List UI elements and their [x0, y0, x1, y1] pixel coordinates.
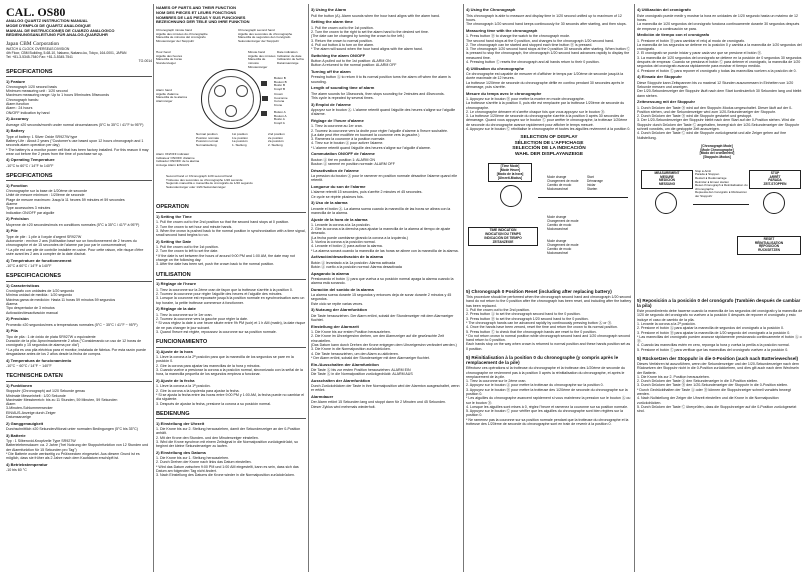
selection-title — [466, 135, 632, 157]
item-text: Average ±20 seconds/month under normal circumstances (5°C to 35°C / 41°F to 95°F) — [6, 122, 144, 127]
reset-sections — [466, 289, 632, 426]
item-heading: 2) Ajuste de la fecha — [156, 378, 195, 384]
item-text: L'alarme retentit 15 secondes, puis s'arrête 2 minutes et 45 secondes. Ce cycle se répète plusieurs fois. — [311, 190, 423, 199]
item-heading: Length of sounding time of alarm — [311, 85, 375, 91]
manual-title-line: MANUAL DE INSTRUCCIONES DE CUARZO ANALOGICO — [6, 27, 115, 33]
item-heading: 2) Precisión — [6, 316, 29, 322]
item-text: -10 bis 60 °C — [6, 468, 27, 473]
item-heading: 3) Batterie — [6, 432, 26, 438]
item-heading: Duración del sonido de la alarma — [311, 286, 374, 292]
item-text: Chronograph 1/20 second basis Minimum measuring unit : 1/20 second Maximum measuring range: Up to 1 hours 59minutes 59seconds Chronograph hands: Alarm function Alarm : 24 hours ON/OFF indication by hand — [6, 84, 110, 115]
item-heading: 4) Temperatura de funcionamiento — [6, 357, 72, 363]
item-heading: Turning off the alarm — [311, 69, 351, 75]
item-text: Cronógrafo con unidades de 1/20 segundo Mínima unidad de medida : 1/20 segundo Máxima gama de medición: Hasta 11 horas 59 minutos 59 segundos Alarma Tipo despertador de 3 minutos Activación/desactivación manual — [6, 289, 116, 315]
item-text: 1. Die Krone bis zur 1. Stellung herausziehen. 2. Durch Drehen der Krone nach links das Datum einstellen. * Wird das Datum zwischen 9:00 PM und 1:00 AM eingestellt, kann es sein, dass sich das Datum am folgenden Tag nicht ändert. 3. Nach Einstellung des Datums die Krone wieder in die Normalposition zurückdrücken. — [156, 456, 299, 478]
item-text: Durchschnittlich ±20 Sekunden/Monat unter normalen Bedingungen (5°C bis 35°C) — [6, 426, 138, 431]
item-heading: Activación/desactivación de la alarma — [311, 254, 384, 260]
item-text: Die Taste Ⓐ bis zur ersten Position herausziehen: ALARM EIN Die Taste Ⓐ in die Normalposition zurückgedrückt: ALARM AUS — [311, 367, 413, 377]
item-heading: Commutation ON/OFF de l'alarme — [311, 151, 375, 157]
item-heading: 3) Pile — [6, 228, 18, 234]
item-text: 1. Die Krone bis zur ersten Position herausziehen. 2. Die Krone im Uhrzeigersinn drehen, um den Alarmzeiger auf die gewünschte Zeit einzustellen. (Das Datum kann durch Drehen der Krone entgegen dem Uhrzeigersinn verändert werden.) 3. Die Krone in die Normalposition zurückdrücken. 4. Die Taste herausziehen, um den Alarm zu aktivieren. * Der Alarm ertönt, sobald der Stundenzeiger mit dem Alarmzeiger fluchtet. — [311, 330, 457, 360]
item-heading: 2) Réglage de la date — [156, 306, 196, 312]
crown-shape — [262, 96, 268, 101]
item-heading: 4) Operating Temperature — [6, 157, 55, 163]
item-text: 1. Die Krone bis zur 2. Stellung herausziehen, damit der Sekundenzeiger an der 0-Position anhält. 2. Mit der Krone den Stunden- und den Minutenzeiger einstellen. 3. Wird die Krone synchron mit einem Zeitsignal in die Normalposition zurückgedrückt, so beginnt der kleine Sekundenzeiger zu laufen. — [156, 426, 301, 449]
item-text: 1. Tirez la couronne sur le 1er cran. 2. Tournez la couronne vers la gauche pour régler la date. * Si vous réglez la date à une heure située entre 9h PM (soir) et 1 h AM (matin), la date risque de ne pas changer le jour suivant. 3. Quand l'heure est réglée, repoussez la couronne sur sa position normale. — [156, 312, 306, 334]
item-heading: Ausschalten der Alarmfunktion — [311, 377, 371, 383]
item-text: Este procedimiento debe hacerse cuando la manecilla de los segundos del cronógrafo y la manecilla de 1/20 de segundo del cronógrafo no vuelven a la posición 0 después de reponer el cronógrafo y esto incluye el caso de cambio de la pila. 1. Levante la corona a la 2ª posición. 2. Presione el botón Ⓐ para ajustar la manecilla de segundos del cronógrafo a la posición 0. 3. Presione el botón Ⓑ para ajustar la manecilla de 1/20 segundo del cronógrafo a la posición 0. * Las manecillas del cronógrafo pueden avanzar rápidamente presionando continuamente el botón Ⓐ o Ⓑ. 4. Cuando las manecillas estén en cero, reponga la hora y vuelva la perilla a la posición normal. 5. Presione el botón Ⓒ para verificar que las manecillas del cronógrafo vuelven a la posición 0. — [637, 309, 803, 352]
manual-title-line: MODE D'EMPLOI DE QUARTZ ANALOGIQUE — [6, 22, 91, 28]
item-heading: 1) Feature — [6, 78, 26, 84]
label-button-a: Button A Bouton A Botón A Knopf A — [274, 110, 287, 125]
chrono-flow-labels — [695, 170, 749, 199]
section-heading: OPERATION — [156, 204, 306, 212]
item-heading: 3) Nutzung der Alarmfunktion — [311, 307, 368, 313]
watch-diagram — [156, 29, 306, 199]
item-heading: Measuring time with the chronograph — [466, 27, 538, 33]
chronograph-sections-es-de — [637, 8, 803, 139]
item-text: Pressing button Ⓐ to return it to its normal position turns the alarm off when the alarm is sounding. — [311, 75, 451, 84]
item-heading: Zeitmessung mit der Stoppuhr — [637, 99, 696, 105]
maker-tel: Tel: +81-3-5345-7540 Fax: +81-3-5345-7541 — [6, 55, 73, 60]
item-heading: 5) Réinitialisation à la position 0 du chronographe (y compris après le remplacement de la pile) — [466, 355, 619, 366]
section-heading: BEDIENUNG — [156, 411, 306, 419]
measurement-watch-icon — [655, 192, 677, 214]
item-text: 1. Levante la corona a la 1a posición. 2. Gire la corona a la derecha para ajustar la manecilla de la alarma al tiempo de ajuste deseado. (La fecha puede cambiarse girando la corona a la izquierda.) 3. Vuelva la corona a la posición normal. 4. Levante el botón Ⓐ para activar la alarma. * La alarma sonará cuando la manecilla de las horas se alinee con la manecilla de la alarma. — [311, 222, 459, 253]
item-text: Tipo de pila : 1 de óxido de plata SR927W o equivalente Duración de la pila: Aproximadamente 2 años ("Considerando un uso de 12 horas de cronógrafo y 15 segundos de alarma por día") * La pila es una pila eléctrica para el monitor, instalada de fábrica. Por esta razón puede desgastarse antes de los 2 años desde la fecha de compra. — [6, 334, 147, 356]
names-title-line: NOM DES PIECES ET LEURS FONCTIONS — [156, 9, 237, 15]
label-hour-hand: Hour hand Aiguille des heures Manecilla de horas Stundenzeiger — [156, 50, 183, 65]
mode-change-label: Mode change Changement de mode Cambio de modo Moduswechsel — [547, 175, 579, 191]
section-heading: ESPECIFICACIONES — [6, 273, 152, 281]
label-crown: Crown Couronne Corona Krone — [274, 92, 288, 107]
item-text: 1. Pull the crown out to the 1st position. 2. Turn the crown to the right to set the alarm hand to the desired set time. (The date can be changed by turning the crown to the left.) 3. Return the crown to normal position. 4. Pull out button A to turn on the alarm. * The alarm will sound when the hour hand aligns with the alarm hand. — [311, 25, 429, 52]
item-heading: Ajuste de la hora de la alarma — [311, 216, 368, 222]
selection-title-line: SELECTION OF DISPLAY — [520, 135, 578, 141]
item-text: Button A pulled out to the 1st position: ALARM ON Button A returned to the normal position: ALARM OFF — [311, 59, 397, 68]
manual-title-line: ANALOG QUARTZ INSTRUCTION MANUAL — [6, 18, 88, 23]
item-text: Type of battery: 1 Silver Oxide SR927W type Battery Life : About 2 years ("Customer's use based upon 12 hours chronograph and 1 seconds alarm operation per day) * The battery is a monitor power cell that has been factory installed. For this reason it may wear out before the 2 years from the time of purchase we up. — [6, 134, 149, 156]
selection-title-line: SÉLECTION DE L'AFFICHAGE — [514, 140, 584, 146]
display-selection-diagram — [466, 135, 632, 285]
button-a-shape — [261, 111, 267, 116]
chrono-mode-label: [Chronograph Mode] [Mode Chronographe] [Modo del cronómetro] [Stoppuhr-Modus] — [699, 143, 735, 160]
time-indication-box: TIME INDICATION INDICATION DU TEMPS INDICACIÓN DE TIEMPO ZEITANZEIGE — [468, 227, 538, 246]
item-heading: 3) Battery — [6, 128, 25, 134]
item-text: La pression du bouton Ⓐ pour le ramener en position normale désactive l'alarme quand elle retentit. — [311, 174, 458, 183]
mode-change-label-2: Mode change Changement de mode Cambio de modo Moduswechsel — [547, 215, 579, 231]
label-second-hand: Second hand or Chronograph 1/20 second hand Trotteuse des secondes ou chronographe 1/20 seconde Segundo manecilla o manecilla de cronógrafo de 1/20 segundo Sekundenzeiger oder 1/20-Sekundenzeiger — [166, 174, 253, 189]
label-normal-position: Normal position Position normale Posición normal Normalstellung — [196, 132, 220, 147]
item-text: Die Taste herausziehen. Der Alarm ertönt, sobald der Stundenzeiger mit dem Alarmzeiger fluchtet. — [311, 313, 454, 323]
time-mode-watch-icon — [500, 185, 522, 207]
item-heading: 2) Précision — [6, 216, 29, 222]
maker-division: WATCH & CLOCK OVERSEAS DIVISION — [6, 47, 70, 52]
item-heading: Ein-/Ausschalten der Alarmfunktion — [311, 361, 379, 367]
item-heading: 1) Setting the Time — [156, 213, 192, 219]
spec-sections — [6, 69, 152, 473]
label-date: Date indication Indication de date Indicación de fecha Datumsanzeige — [277, 50, 304, 65]
label-alarm-indicator: Alarm ON/OFF indicator Indicateur ON/OFF d'alarme Indicador ON/OFF de la alarma Anzeige Alarm EIN/AUS — [156, 152, 200, 167]
model-title: CAL. OS80 — [6, 6, 66, 19]
manual-title-line: BEDIENUNGSANLEITUNG FÜR ANALOG-QUARZUHR — [6, 32, 108, 38]
item-text: 1. Tirez la couronne sur la 2ème cran de façon que la trotteuse s'arrête à la position 0. 2. Tournez la couronne pour régler l'aiguille des heures et l'aiguille des minutes. 3. Lorsque la couronne est repoussée jusqu'à la position normale en synchronisation avec un top horaire, la petite trotteuse commence à fonctionner. — [156, 287, 305, 305]
item-text: Diese Stoppuhr kann Zeitspannen bis zu maximal 12 Stunden auszumessen in Einheiten von 1/20 Sekunde messen und anzeigen. Der 1/20-Sekundenzeiger der Stoppuhr läuft nach dem Start kontinuierlich 30 Sekunden lang und bleibt dann stehen. — [637, 80, 802, 98]
section-heading: TECHNISCHE DATEN — [6, 373, 152, 381]
section-heading: UTILISATION — [156, 272, 306, 280]
item-text: 1. Appuyez sur le bouton Ⓑ pour mettre la montre en mode chronographe. La trotteuse s'arrête à la position 0, puis elle est remplacée par la trotteuse 1/20ème de seconde du chronographe. 2. Le chronographe démarre et s'arrête chaque fois que vous appuyez sur le bouton Ⓑ. 3. La trotteuse 1/20ème de seconde du chronographe s'arrête à la position 0 après 30 secondes de démarrage. Quand vous appuyez sur le bouton Ⓒ pour arrêter le chronographe, la trotteuse 1/20ème de seconde du chronographe avance rapidement pour afficher le temps mesuré. 4. Appuyez sur le bouton Ⓒ réinitialise le chronographe et toutes les aiguilles reviennent à la position 0. — [466, 96, 631, 131]
document-code: TO-0014 — [138, 59, 152, 64]
chronograph-sections — [466, 8, 632, 131]
chrono-flow-label: Repuesta del cronógrafo ● Rücksetzen der Stoppuhr — [695, 190, 748, 199]
column-divider — [153, 4, 154, 572]
item-heading: Einstellung der Alarmzeit — [311, 323, 359, 329]
item-text: 1. Presione el botón Ⓑ para cambiar el reloj al modo de cronógrafo. La manecilla de los segundos se detiene en la posición 0 y cambia a la manecilla de 1/20 segundos del cronógrafo. 2. El cronógrafo se puede iniciar y parar cada vez que se presione el botón Ⓑ. 3. La manecilla de 1/20 segundos del cronógrafo se detiene en la posición de 0 segundos 30 segundos después de empezar. Cuando se presiona el botón Ⓒ para detener el cronógrafo, la manecilla de 1/20 segundos del cronógrafo avanza rápidamente para mostrar el tiempo medido. 4. Presione el botón Ⓒ para reponer el cronógrafo y todas las manecillas vuelven a la posición de 0. — [637, 38, 802, 73]
column-divider — [634, 4, 635, 572]
item-heading: 3) Using the Alarm — [311, 7, 347, 13]
section-heading: SPECIFICATIONS — [6, 173, 152, 181]
item-text: Botón Ⓐ levantado a la 1a posición: Alarma activada Botón Ⓐ vuelto a la posición normal: Alarma desactivada — [311, 260, 402, 269]
item-text: This chronograph is able to measure and display time in 1/20 second unified up to maximum of 12 hours. The chronograph 1/20 second hand keeps continuously for 30 seconds after starting, and then stops. — [466, 13, 627, 27]
item-heading: Alarmdauer — [311, 394, 334, 400]
item-heading: 3) Emploi de l'alarme — [311, 101, 351, 107]
item-text: This procedure should be performed when the chronograph second hand and chronograph 1/20 second hand do not return to the 0 position after the chronograph has been reset, and including after the battery has been replaced. 1. Pull the crown out to the 2nd position. 2. Press button Ⓐ to set the chronograph second hand to the 0 position. 3. Press button Ⓑ to set the chronograph 1/20 second hand to the 0 position. * The chronograph hands can be advanced rapidly by continuously pressing button Ⓐ or Ⓑ. 4. Once the hands have been zeroed, reset the time and return the crown to its normal position. 5. Press button Ⓒ to check that the chronograph hands are reset to the 0 position. * Do not return crown to normal position while chronograph second hand and 1/20 chronograph second hand return to 0 position. Each hands stop on the way when crown is returned to normal position and these hands position set as 0 position. — [466, 295, 632, 351]
item-text: -10°C to 60°C / 14°F to 140°F — [6, 163, 54, 168]
stop-box: STOP ARRÊT PARADA ZEIT-STOPPEN — [749, 170, 801, 189]
column-specifications — [6, 6, 152, 572]
item-text: Pull the button (A). Alarm sounds when the hour hand aligns with the alarm hand. — [311, 13, 441, 18]
item-heading: 4) Betriebstemperatur — [6, 461, 48, 467]
names-title-line: NOMBRES DE LAS PIEZAS Y SUS FUNCIONES — [156, 14, 246, 20]
item-text: Moyenne de ±20 secondes/mois en conditions normales (5°C à 35°C / 41°F à 95°F) — [6, 222, 140, 227]
item-text: 1. Pull the crown out to the 1st position. 2. Turn the crown to left to set the date. * If the date is set between the hours of around 9:00 PM and 1:00 AM, the date may not change on the following day. 3. After the date has been set, push the crown back to the normal position. — [156, 245, 295, 267]
item-text: Stoppuhr (Chronograph) auf 1/20 Sekunde genau Minimale Messeinheit : 1/20 Sekunde Maximaler Messbereich: bis zu 11 Stunden, 59 Minuten, 59 Sekunden Alarm 3-Minuten-Schlummerwecker EIN/AUS-Anzeige durch Zeiger Datumsanzeige — [6, 389, 118, 419]
item-heading: Apagando la alarma — [311, 270, 350, 276]
item-heading: 5) Reposición a la posición 0 del cronógrafo (También después de cambiar la pila) — [637, 297, 801, 309]
item-heading: Longueur du son de l'alarme — [311, 184, 366, 189]
section-heading: FUNCIONAMIENTO — [156, 339, 306, 347]
item-heading: 4) Utilización del cronógrafo — [637, 7, 691, 13]
label-chrono-minute: Chronograph minute hand Aiguille des minutes du chronographe Manecilla de minutos del cronógrafo Minutenzeiger der Stoppuhr — [156, 28, 208, 43]
button-b-shape — [261, 81, 267, 86]
item-text: Este cronógrafo puede medir y mostrar la hora en unidades de 1/20 segundo hasta un máximo de 12 horas. La manecilla de 1/20 segundos del cronógrafo funciona continuamente durante 30 segundos después de empezar y a continuación se para. — [637, 13, 800, 31]
label-minute-hand: Minute hand Aiguille des minutes Manecilla de minutos Minutenzeiger — [248, 50, 276, 69]
item-heading: Setting the alarm time — [311, 19, 353, 25]
item-heading: 4) Using the Chronograph — [466, 7, 516, 13]
item-heading: 2) Setting the Date — [156, 238, 192, 244]
item-heading: Mesure du temps avec le chronographe — [466, 90, 542, 96]
stop-watch-icon — [763, 192, 785, 214]
chrono-flow-label: Restart ● Redémarrage — [695, 176, 727, 181]
label-button-b: Button B Bouton B Botón B Knopf B — [274, 76, 287, 91]
names-title-line: NAMES OF PARTS AND THEIR FUNCTION — [156, 6, 236, 10]
item-heading: 2) Ganggenauigkeit — [6, 420, 44, 426]
reset-box: RESET RÉINITIALISATION REPOSICIÓN RÜCKSETZEN — [737, 236, 801, 255]
item-text: -10°C ~ 60°C / 14°F ~ 140°F — [6, 363, 52, 368]
item-text: Durch Zurückdrücken der Taste in ihre Normalposition wird der Alarmton ausgeschaltet, wenn er ertönt. — [311, 384, 460, 393]
item-text: Type de pile : 1 pile à l'oxyde d'argent SR927W Autonomie : environ 2 ans (l'utilisation basé sur un fonctionnement de 2 heures du chronographe et de 15 secondes de l'alarme par jour par le consommateur) * La pile est une pile de contrôle installée en usine. Pour cette raison, elle risque d'être usée avant les 2 ans à compter de la date d'achat. — [6, 234, 144, 256]
item-heading: Medición de tiempo con el cronógrafo — [637, 32, 710, 38]
selection-title-line: WAHL DER DISPLAYANZEIGE — [514, 151, 584, 157]
column-divider — [308, 4, 309, 572]
maker-name: Japan CBM Corporation — [6, 41, 60, 48]
label-alarm-hand: Alarm hand Aiguille d'alarme Manecilla de la alarma Alarmzeiger — [156, 88, 187, 103]
item-text: Presionando el botón Ⓐ para que vuelva a su posición normal apaga la alarma cuando la alarma está sonando. — [311, 276, 454, 286]
item-heading: 1) Réglage de l'heure — [156, 281, 197, 287]
item-text: The alarm sounds for 15seconds, then stops sounding for 2minutes and 45seconds. This cycle is repeated by several times. — [311, 91, 445, 100]
item-heading: 3) Pila — [6, 328, 18, 334]
names-title-line: BEZEICHNUNG DER TEILE UND IHRE FUNKTION — [156, 19, 250, 25]
item-heading: 3) Uso de la alarma — [311, 200, 348, 206]
chrono-flow-label: Reset chronograph ● Réinitialisation du chronographe — [695, 183, 748, 191]
mode-change-label-3: Mode change Changement de mode Cambio de modo Moduswechsel — [547, 239, 579, 255]
selection-title-line: SELECCIÓN DE LA INDICACIÓN — [512, 146, 586, 152]
flow-arrow — [538, 197, 628, 198]
alarm-sections — [311, 8, 461, 409]
measurement-box: MEASUREMENT MESURE MEDICIÓN MESSUNG — [641, 170, 693, 189]
item-text: 1. Tirez la couronne au 1er cran. 2. Tournez la couronne vers la droite pour régler l'aiguille d'alarme à l'heure souhaitée. (La date peut être modifiée en tournant la couronne vers la gauche.) 3. Ramenez la couronne à la position normale. 4. Tirez sur le bouton Ⓐ pour activer l'alarme. * L'alarme retentit quand l'aiguille des heures s'aligne sur l'aiguille d'alarme. — [311, 124, 449, 150]
reset-sections-es-de — [637, 298, 803, 414]
item-text: Der Alarm ertönt 15 Sekunden lang und stoppt dann für 2 Minuten und 45 Sekunden. Dieser Zyklus wird mehrmals wiederholt. — [311, 400, 447, 409]
label-2nd-position: 2nd position 2e position 2a posición 2. Stellung — [268, 132, 285, 147]
names-titles — [156, 6, 306, 25]
operation-sections — [156, 204, 306, 477]
item-text: Effectuez ces opérations si la trotteuse du chronographe et la trotteuse des 1/20ème de seconde du chronographe ne reviennent pas à la position 0 après la réinitialisation du chronographe, et après le remplacement de la pile. 1. Tirez la couronne sur le 2ème cran. 2. Appuyez sur le bouton Ⓐ pour mettre la trotteuse du chronographe sur la position 0. 3. Appuyez sur le bouton Ⓑ pour mettre la trotteuse des 1/20ème de seconde du chronographe sur la position 0. * Les aiguilles du chronographe avancent rapidement si vous maintenez la pression sur le bouton Ⓐ ou sur le bouton Ⓑ. 4. Lorsque les aiguilles sont mises à 0, réglez l'heure et ramenez la couronne sur sa position normale. 5. Appuyez sur le bouton Ⓒ pour vérifier que les aiguilles du chronographe sont bien réglées sur la position 0. * Ne ramenez pas la couronne sur sa position normale pendant que la trotteuse du chronographe et la trotteuse des 1/20ème de seconde du chronographe sont en train de revenir à la position 0. — [466, 366, 631, 427]
item-heading: 2) Accuracy — [6, 116, 29, 122]
column-chronograph — [466, 6, 632, 572]
manual-titles — [6, 19, 152, 38]
item-text: Ce chronographe est capable de mesurer et d'afficher le temps par 1/20ème de seconde jusqu'à la durée maximale de 12 heures. La trotteuse 1/20ème de seconde du chronographe défile en continu pendant 30 secondes après le démarrage, puis s'arrête. — [466, 72, 625, 89]
chrono-flow-label: Reiniciar ● Erneut starten — [695, 179, 729, 184]
column-names-operation — [156, 6, 306, 572]
start-label: Start Démarrage Iniciar Starten — [587, 175, 603, 191]
maker-address: 4th Floor, CBM Building, 5-68-10, Nakano, Nakano-ku, Tokyo, 164-0001, JAPAN — [6, 51, 127, 56]
column-alarm — [311, 6, 461, 572]
item-heading: 1) Características — [6, 282, 40, 288]
label-1st-position: 1st position 1re position 1a posición 1. Stellung — [232, 132, 248, 147]
item-text: Promedio ±20 segundos/mes a temperaturas normales (5°C ~ 35°C / 41°F ~ 95°F) — [6, 322, 138, 327]
item-heading: Switching the alarm ON/OFF — [311, 52, 366, 58]
item-heading: 1) Fonction — [6, 182, 28, 188]
item-text: -10°C à 60°C / 14°F à 140°F — [6, 263, 52, 268]
time-mode-box: [Time Mode] [Mode Heure] [Modo de la hora] [Uhrzeit-Modus] — [488, 163, 532, 182]
item-heading: 5) Rücksetzen der Stoppuhr in die 0-Position (auch nach Batteriewechsel) — [637, 356, 799, 362]
item-heading: 4) Utilisation du chronographe — [466, 65, 525, 71]
item-heading: 1) Ajuste de la hora — [156, 348, 193, 354]
item-heading: 1) Funktionen — [6, 382, 33, 388]
item-text: Dieses Verfahren ist auszuführen, wenn der Sekundenzeiger und der 1/20-Sekundenzeiger nach dem Rücksetzen der Stoppuhr nicht in die 0-Position zurückkehren, und dies gilt auch nach dem Wechseln der Batterie. 1. Die Krone bis zur 2. Position herausziehen. 2. Durch Drücken der Taste Ⓐ den Sekundenzeiger in die 0-Position stellen. 3. Durch Drücken der Taste Ⓑ den 1/20-Sekundenzeiger der Stoppuhr in die 0-Position stellen. * Durch Gedrückthalten der Taste Ⓐ oder Ⓑ können die Stoppuhrzeiger schnell vorwärts bewegt werden. 4. Nach Nullstellung der Zeiger die Uhrzeit einstellen und die Krone in die Normalposition zurückdrücken. 5. Durch Drücken der Taste Ⓒ überprüfen, dass die Stoppuhrzeiger auf die 0-Position zurückgesetzt sind. — [637, 361, 799, 414]
item-text: Appuyez sur le bouton Ⓐ. L'alarme retentit quand l'aiguille des heures s'aligne sur l'aiguille d'alarme. — [311, 107, 456, 117]
flow-arrow — [693, 204, 749, 205]
item-text: 1. Lleve la corona a la 1ª posición. 2. Gire la corona a la izquierda para ajustar la fecha. * Si se ajusta la fecha entre las horas entre 9:00 PM y 1:00 AM, la fecha puede no cambiar el día siguiente. 3. Después de ajustar la fecha, presione la corona a su posición normal. — [156, 384, 305, 406]
item-text: Levante el botón Ⓐ. La alarma suena cuando la manecilla de las horas se alinea con la manecilla de la alarma. — [311, 206, 451, 215]
item-heading: 5) Chronograph 0 Position Reset (including after replacing battery) — [466, 289, 612, 295]
item-text: La alarma suena durante 15 segundos y entonces deja de sonar durante 2 minutos y 45 segundos. Este ciclo se repite varias veces. — [311, 293, 452, 306]
section-heading: SPECIFICATIONS — [6, 69, 152, 77]
item-text: 1. Durch Drücken der Taste Ⓑ wird auf den Stoppuhr-Modus umgeschaltet. Dieser läuft auf der 0-Position stehen, und der Sekundenzeiger wird zum 1/20-Sekundenzeiger der Stoppuhr. 2. Durch Drücken der Taste Ⓑ wird die Stoppuhr gestartet und gestoppt. 3. Der 1/20-Sekundenzeiger der Stoppuhr bleibt nach dem Start auf der 0-Position stehen. Wird die Stoppuhr durch Drücken der Taste Ⓒ angehalten, bewegt sich der 1/20-Sekundenzeiger der Stoppuhr schnell vorwärts, um die gestoppte Zeit anzuzeigen. 4. Durch Drücken der Taste Ⓒ wird die Stoppuhr zurückgesetzt und alle Zeiger gehen auf ihre Nullstellung. — [637, 105, 800, 140]
label-chrono-second: Chronograph second hand Aiguille des secondes du chronographe Manecilla de segundos del cronógrafo Sekundenzeiger der Stoppuhr — [238, 28, 293, 43]
item-text: Chronographe sur la base de 1/20ème de seconde Unité de mesure minimum : 1/20ème de seconde Plage de mesure maximum: Jusqu'à 11 heures 59 minutes et 59 secondes Alarme Type accessoires 3 minutes Indication ON/OFF par aiguille — [6, 189, 125, 215]
chrono-flow-label: Parada ● Stoppen — [695, 172, 720, 177]
chrono-flow-label: Stop ● Arrêt — [695, 168, 711, 173]
item-text: Typ : 1 Silberoxid-Knopfzelle Type SR927W Batterielebensdauer: ca. 2 Jahre ("bei Nutzung der Stoppuhrfunktion von 12 Stunden und der Alarmfunktion für 15 Sekunden pro Tag") * Die Batterie wurde werkseitig zu Prüfzwecken eingesetzt. Aus diesem Grund ist es möglich, dass sie früher als 2 Jahre nach dem Kaufdatum erschöpft ist. — [6, 438, 149, 461]
item-text: Bouton Ⓐ tiré en position 1: ALARM ON Bouton Ⓐ ramené en position normale: ALARM OFF — [311, 157, 395, 167]
item-text: 1. Press button Ⓑ to change the watch to the chronograph mode. The second hand stops at the 0 position, and changes to the chronograph 1/20 second hand. 2. The chronograph can be started and stopped each time button Ⓑ is pressed. 3. The chronograph 1/20 second hand stops at the 0 position 30 seconds after starting. When button Ⓒ is pressed to stop the chronograph, the chronograph 1/20 second hand advances rapidly to display the measured time. 4. Pressing button Ⓒ resets the chronograph and all hands return to their 0 position. — [466, 34, 631, 65]
column-divider — [463, 4, 464, 572]
column-chronograph-es-de — [637, 6, 803, 572]
item-text: 1. Pull the crown out to the 2nd position so that the second hand stops at 0 position. 2. Turn the crown to set hour and minute hands. 3. When the crown is pushed back to the normal position in synchronization with a time signal, small second hand begins to run. — [156, 220, 306, 238]
item-heading: 4) Température de fonctionnement — [6, 257, 72, 263]
item-heading: 4) Einsatz der Stoppuhr — [637, 74, 682, 80]
item-heading: Réglage de l'heure d'alarme — [311, 117, 364, 123]
item-heading: 1) Einstellung der Uhrzeit — [156, 420, 205, 426]
item-heading: 2) Einstellung des Datums — [156, 449, 207, 455]
item-heading: Désactivation de l'alarme — [311, 167, 359, 173]
chronograph-mode-diagram — [637, 144, 803, 294]
item-text: 1. Lleve la corona a la 2ª posición para que la manecilla de los segundos se pare en la posición 0. 2. Gire la corona para ajustar las manecillas de la hora y minutos. 3. Cuando vuelve a presionar la corona a la posición normal, sincronizado con la señal de la hora, la manecilla pequeña de los segundos empieza a funcionar. — [156, 355, 303, 377]
